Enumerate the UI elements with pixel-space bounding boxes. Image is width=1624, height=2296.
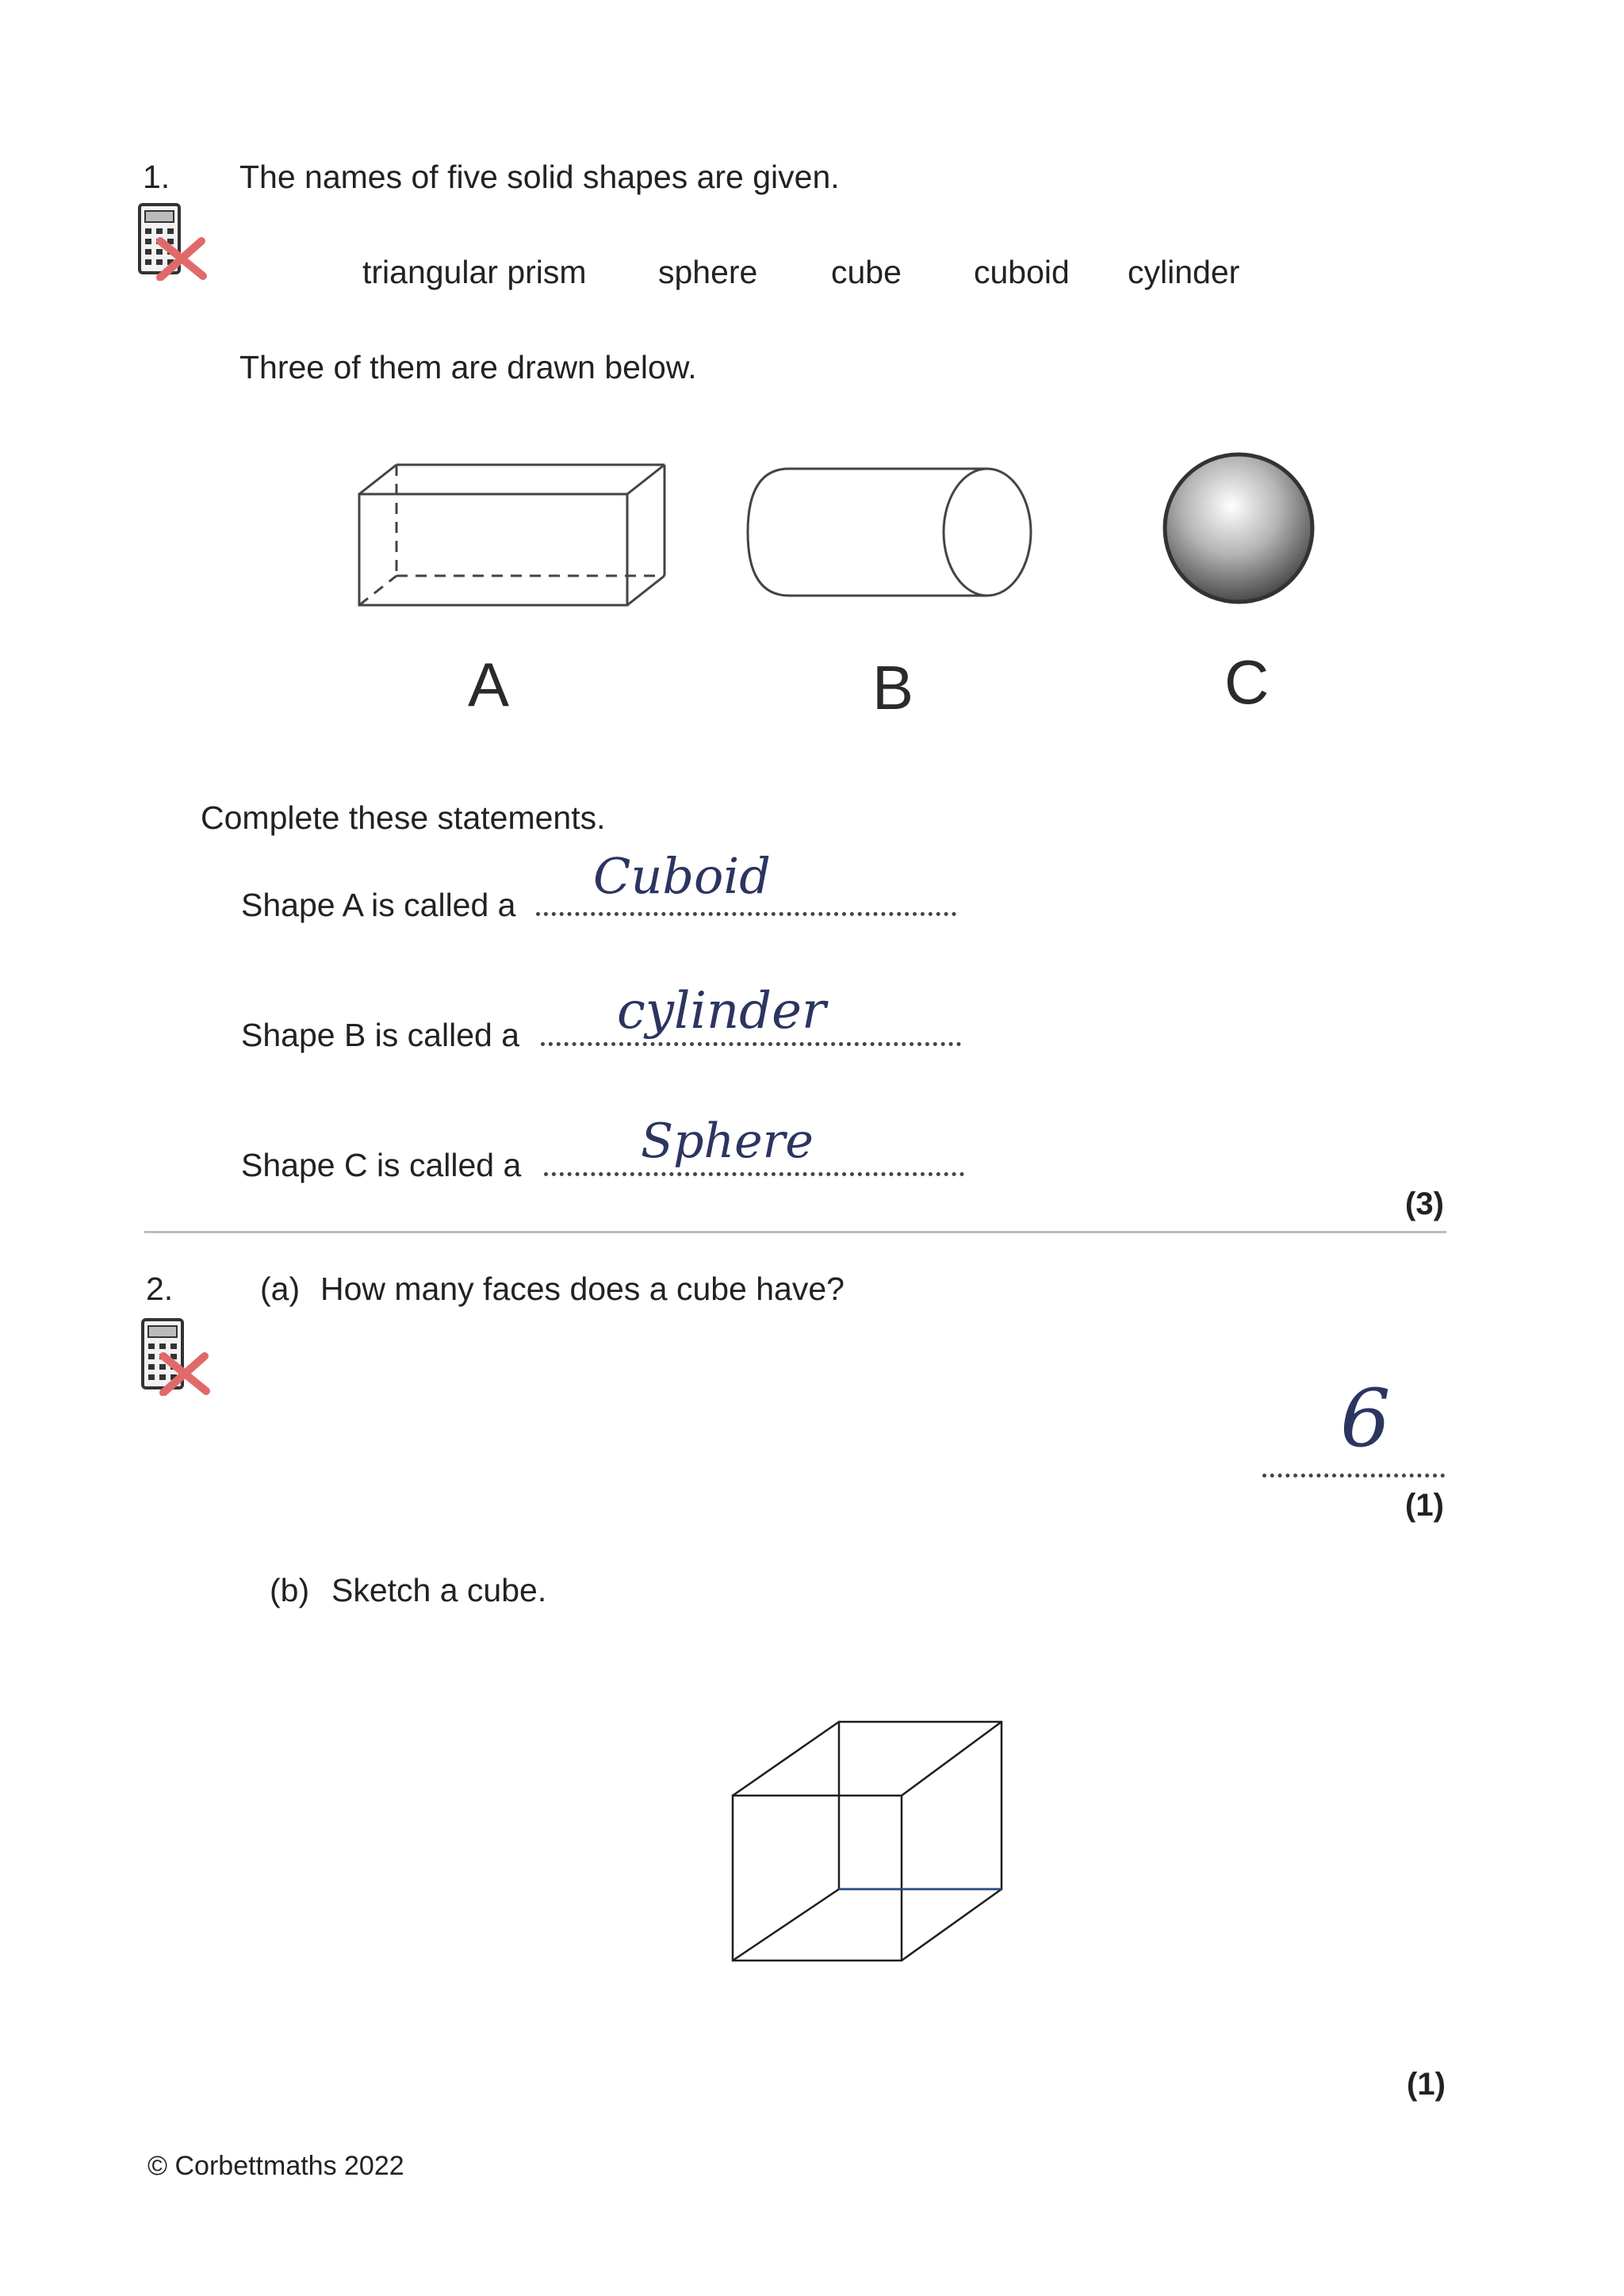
copyright-footer: © Corbettmaths 2022 [147,2151,404,2181]
question-1-number: 1. [143,159,170,195]
question-divider [144,1231,1446,1233]
shape-name-triangular-prism: triangular prism [362,254,587,290]
statement-b-prompt: Shape B is called a [241,1017,520,1053]
answer-line-c[interactable] [544,1172,964,1176]
question-1-intro: The names of five solid shapes are given. [239,159,840,195]
shape-name-cuboid: cuboid [974,254,1070,290]
cylinder-drawing [741,464,1043,607]
shape-name-cylinder: cylinder [1128,254,1240,290]
handwritten-answer-b: cylinder [617,982,826,1041]
answer-line-2a[interactable] [1262,1474,1445,1478]
part-b-marks: (1) [1407,2067,1446,2102]
no-calculator-icon [136,201,208,281]
cuboid-drawing [355,458,680,617]
part-a-marks: (1) [1405,1488,1444,1523]
question-1-marks: (3) [1405,1186,1444,1221]
handwritten-answer-a: Cuboid [593,847,771,905]
no-calculator-icon [140,1317,211,1396]
statement-c-prompt: Shape C is called a [241,1147,522,1183]
part-b-label: (b) [270,1572,310,1608]
shape-name-sphere: sphere [658,254,758,290]
part-a-question: How many faces does a cube have? [320,1271,845,1307]
part-a-label: (a) [260,1271,301,1307]
complete-statements-instruction: Complete these statements. [201,799,606,836]
question-2-number: 2. [146,1271,174,1307]
shape-label-a: A [468,650,510,719]
shape-name-cube: cube [831,254,902,290]
answer-line-b[interactable] [541,1042,961,1046]
statement-a-prompt: Shape A is called a [241,887,516,923]
handwritten-answer-2a: 6 [1340,1372,1391,1465]
handwritten-answer-c: Sphere [641,1114,814,1169]
sphere-drawing [1159,449,1318,608]
shape-label-b: B [872,653,914,723]
part-b-question: Sketch a cube. [331,1572,547,1608]
cube-sketch [726,1715,1020,1968]
answer-line-a[interactable] [536,912,956,916]
drawn-below-text: Three of them are drawn below. [239,349,697,385]
shape-label-c: C [1224,647,1270,717]
